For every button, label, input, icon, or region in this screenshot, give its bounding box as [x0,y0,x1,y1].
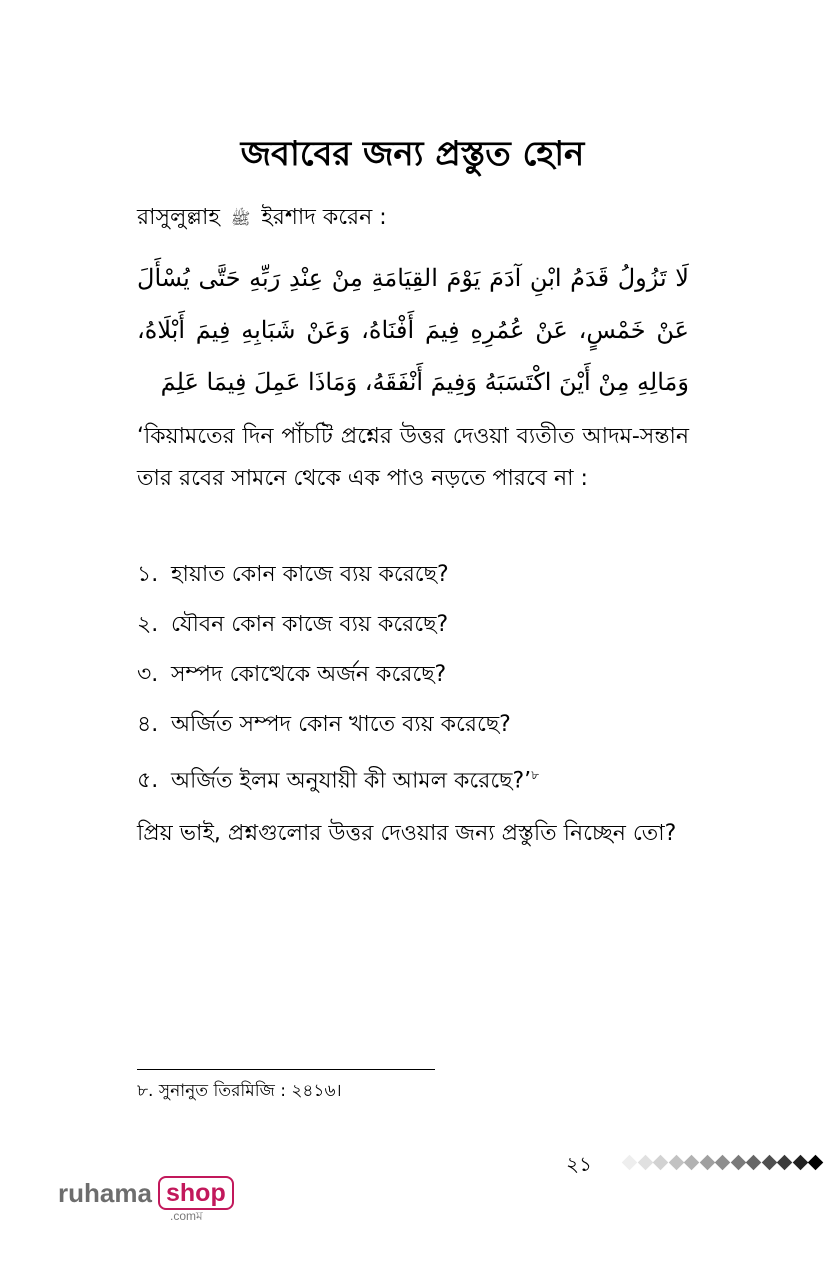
diamond-icon [761,1155,777,1171]
diamond-icon [746,1155,762,1171]
question-number: ৩. [137,662,159,687]
logo-ruhama-text: ruhama [58,1178,152,1208]
question-text: হায়াত কোন কাজে ব্যয় করেছে? [171,562,449,587]
question-number: ১. [137,562,159,587]
diamond-icon [653,1155,669,1171]
hadith-intro [137,200,697,237]
footnote: ৮. সুনানুত তিরমিজি : ২৪১৬। [137,1081,342,1101]
diamond-icon [792,1155,808,1171]
diamond-icon [668,1155,684,1171]
page-title: জবাবের জন্য প্রস্তুত হোন [240,134,585,174]
footnote-reference: ৮ [531,768,539,782]
question-item [137,753,697,803]
diamond-icon [622,1155,638,1171]
diamond-icon [808,1155,824,1171]
question-text: সম্পদ কোত্থেকে অর্জন করেছে? [171,662,447,687]
question-text: অর্জিত সম্পদ কোন খাতে ব্যয় করেছে? [171,712,511,737]
footnote-divider [137,1069,435,1070]
diamond-icon [715,1155,731,1171]
diamond-icon [730,1155,746,1171]
salutation-symbol: ﷺ [231,209,251,228]
question-item [137,553,697,603]
question-number: ৫. [137,768,159,794]
question-text: অর্জিত ইলম অনুযায়ী কী আমল করেছে?’ [171,768,532,794]
diamond-icon [637,1155,653,1171]
diamond-ornament [620,1155,825,1173]
hadith-translation: ‘কিয়ামতের দিন পাঁচটি প্রশ্নের উত্তর দেওয়া ব্যতীত আদম-সন্তান তার রবের সামনে থেকে এক পাও নড়তে পারবে না : [137,424,689,491]
question-number: ৪. [137,712,159,737]
diamond-icon [684,1155,700,1171]
logo-domain: .comম [170,1209,203,1223]
logo-shop-badge: shop [158,1176,234,1210]
question-item [137,653,697,703]
ruhamashop-logo [58,1176,258,1226]
question-text: যৌবন কোন কাজে ব্যয় করেছে? [171,612,449,637]
question-list [137,553,697,803]
intro-before: রাসুলুল্লাহ [137,205,220,230]
page-number: ২১ [566,1152,592,1176]
question-item [137,603,697,653]
question-item [137,703,697,753]
diamond-icon [777,1155,793,1171]
arabic-hadith: لَا تَزُولُ قَدَمُ ابْنِ آدَمَ يَوْمَ القِيَامَةِ مِنْ عِنْدِ رَبِّهِ حَتَّى يُسْأَلَ عَنْ خَمْسٍ، عَنْ عُمُرِهِ فِيمَ أَفْنَاهُ، وَعَنْ شَبَابِهِ فِيمَ أَبْلَاهُ، وَمَالِهِ مِنْ أَيْنَ اكْتَسَبَهُ وَفِيمَ أَنْفَقَهُ، وَمَاذَا عَمِلَ فِيمَا عَلِمَ [137,264,689,396]
diamond-icon [699,1155,715,1171]
closing-paragraph: প্রিয় ভাই, প্রশ্নগুলোর উত্তর দেওয়ার জন্য প্রস্তুতি নিচ্ছেন তো? [137,821,677,846]
question-number: ২. [137,612,159,637]
intro-after: ইরশাদ করেন : [261,205,387,230]
